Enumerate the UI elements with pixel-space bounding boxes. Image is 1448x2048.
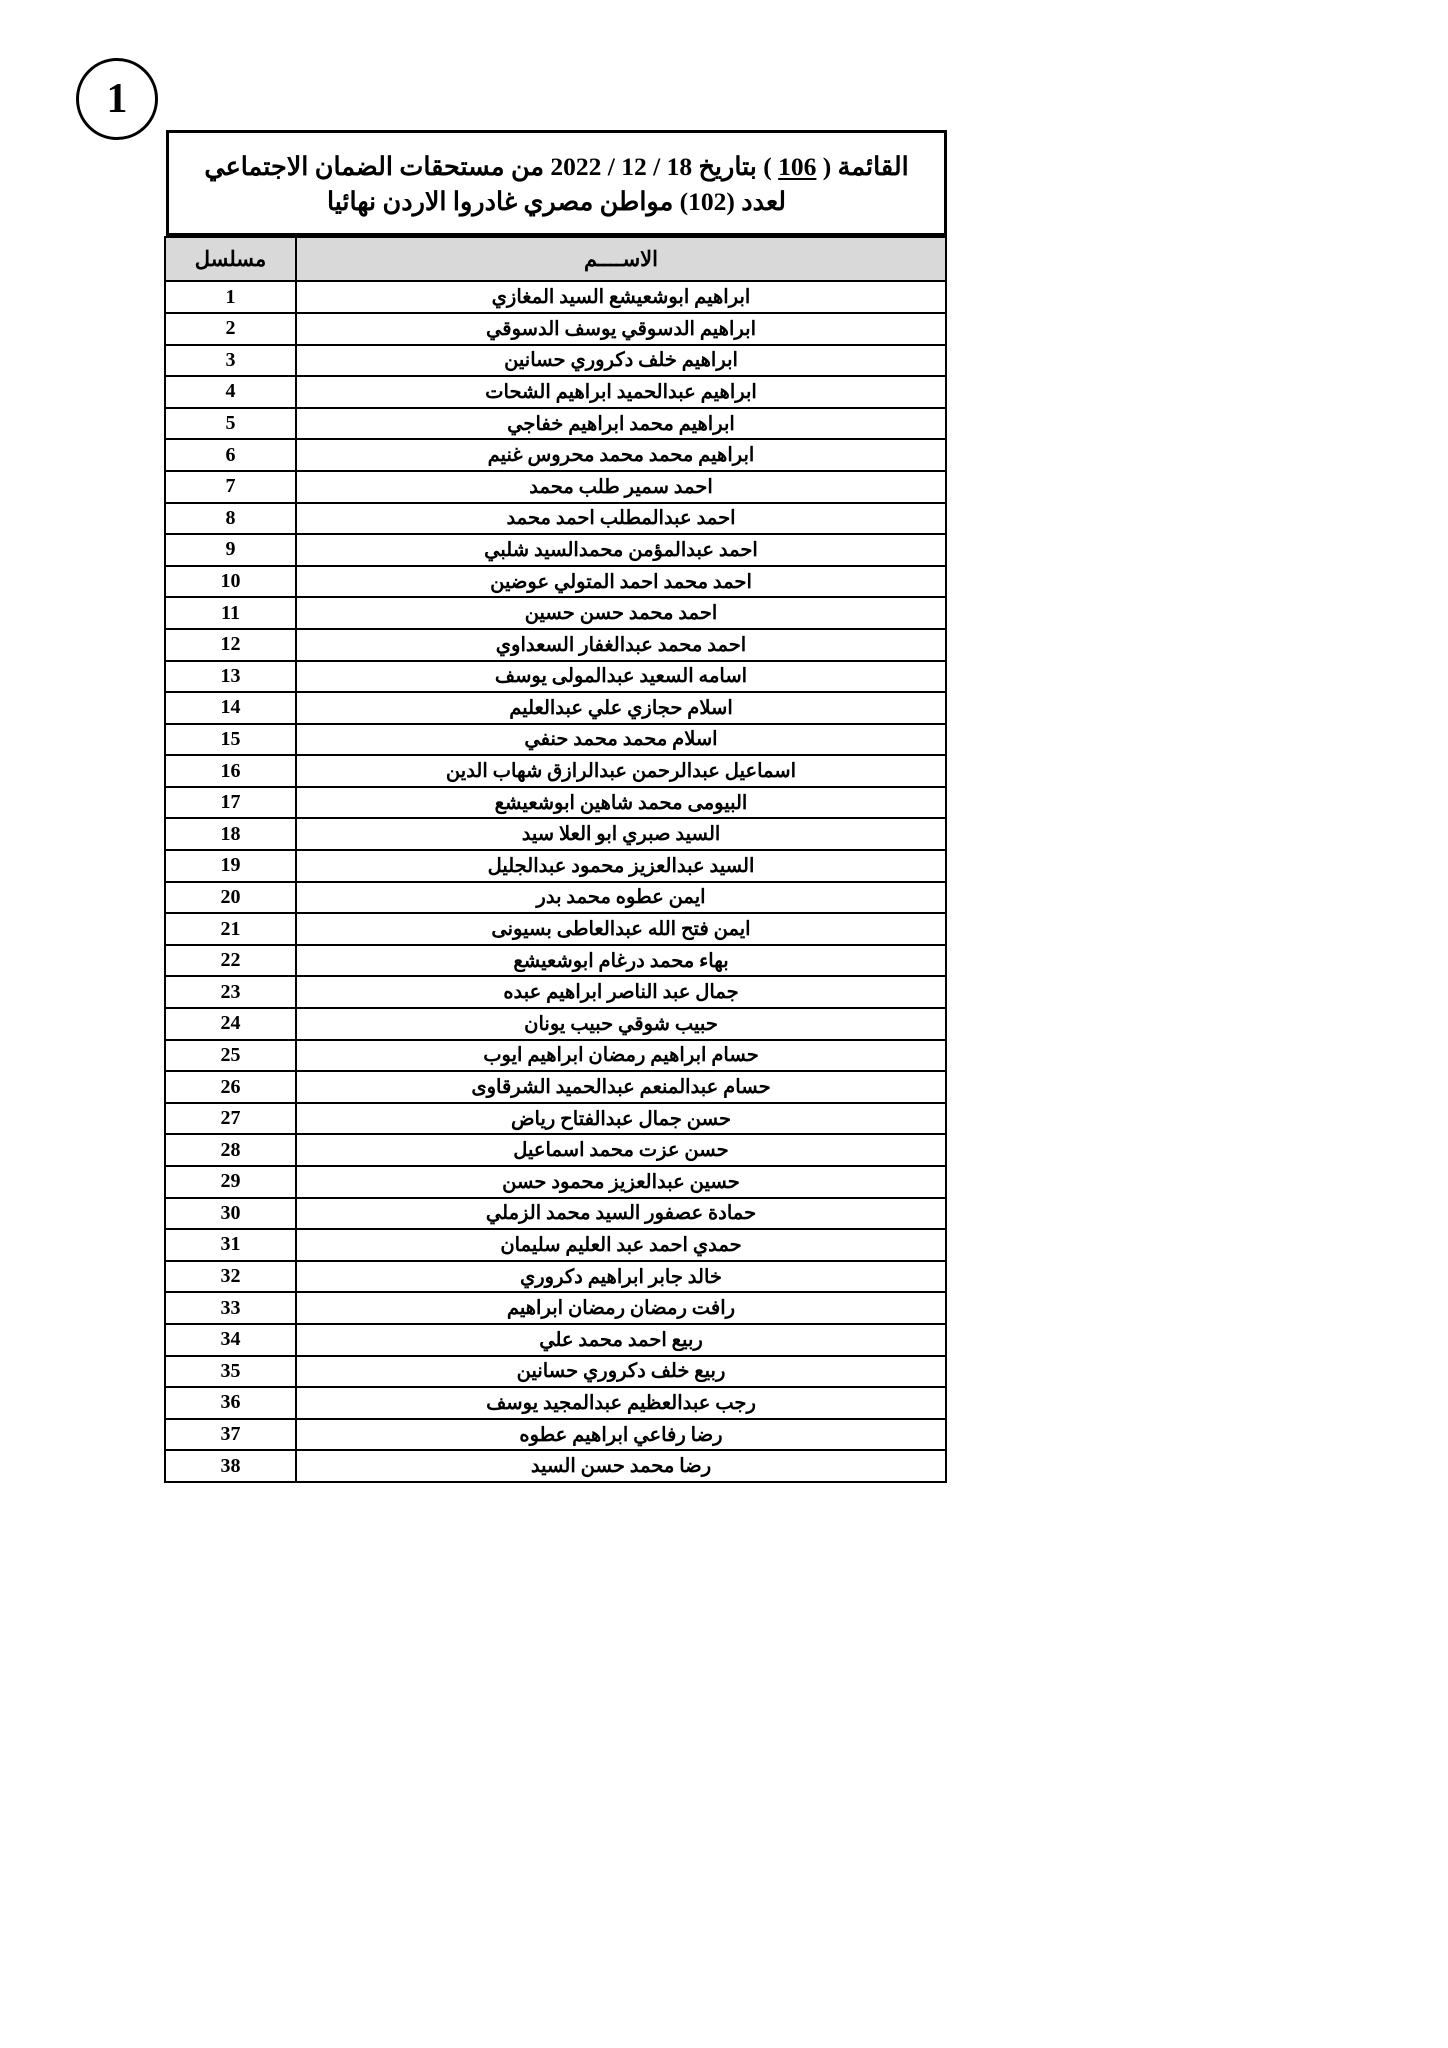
cell-sequence: 24 <box>165 1008 296 1040</box>
list-number: 106 <box>778 152 817 181</box>
cell-name: احمد محمد احمد المتولي عوضين <box>296 566 946 598</box>
table-row <box>165 1419 946 1451</box>
table-row <box>165 439 946 471</box>
cell-sequence: 19 <box>165 850 296 882</box>
table-row <box>165 692 946 724</box>
table-row <box>165 755 946 787</box>
table-row <box>165 566 946 598</box>
cell-sequence: 25 <box>165 1040 296 1072</box>
table-row <box>165 1229 946 1261</box>
table-row <box>165 471 946 503</box>
cell-name: احمد عبدالمطلب احمد محمد <box>296 503 946 535</box>
cell-sequence: 29 <box>165 1166 296 1198</box>
cell-name: حسام عبدالمنعم عبدالحميد الشرقاوى <box>296 1071 946 1103</box>
cell-name: ابراهيم الدسوقي يوسف الدسوقي <box>296 313 946 345</box>
cell-sequence: 33 <box>165 1292 296 1324</box>
title-suffix: ) بتاريخ 18 / 12 / 2022 من مستحقات الضمان الاجتماعي <box>204 152 779 181</box>
cell-sequence: 15 <box>165 724 296 756</box>
table-row <box>165 1450 946 1482</box>
table-row <box>165 534 946 566</box>
cell-sequence: 23 <box>165 976 296 1008</box>
cell-name: رافت رمضان رمضان ابراهيم <box>296 1292 946 1324</box>
cell-name: ابراهيم عبدالحميد ابراهيم الشحات <box>296 376 946 408</box>
cell-name: ابراهيم محمد ابراهيم خفاجي <box>296 408 946 440</box>
table-row <box>165 1356 946 1388</box>
cell-name: حمادة عصفور السيد محمد الزملي <box>296 1198 946 1230</box>
table-row <box>165 408 946 440</box>
cell-name: اسلام حجازي علي عبدالعليم <box>296 692 946 724</box>
table-row <box>165 313 946 345</box>
title-line-1 <box>187 149 926 184</box>
table-row <box>165 1387 946 1419</box>
cell-name: اسلام محمد محمد حنفي <box>296 724 946 756</box>
title-line-2: لعدد (102) مواطن مصري غادروا الاردن نهائيا <box>326 187 787 217</box>
table-row <box>165 1071 946 1103</box>
cell-sequence: 12 <box>165 629 296 661</box>
cell-sequence: 5 <box>165 408 296 440</box>
cell-name: ابراهيم محمد محمد محروس غنيم <box>296 439 946 471</box>
cell-sequence: 11 <box>165 597 296 629</box>
cell-sequence: 2 <box>165 313 296 345</box>
table-header-row <box>165 237 946 281</box>
table-row <box>165 818 946 850</box>
cell-sequence: 32 <box>165 1261 296 1293</box>
cell-name: رضا رفاعي ابراهيم عطوه <box>296 1419 946 1451</box>
cell-name: البيومى محمد شاهين ابوشعيشع <box>296 787 946 819</box>
table-row <box>165 503 946 535</box>
cell-name: حبيب شوقي حبيب يونان <box>296 1008 946 1040</box>
table-row <box>165 1198 946 1230</box>
cell-name: ايمن عطوه محمد بدر <box>296 882 946 914</box>
cell-sequence: 18 <box>165 818 296 850</box>
cell-sequence: 27 <box>165 1103 296 1135</box>
names-table <box>164 236 947 1483</box>
cell-sequence: 4 <box>165 376 296 408</box>
cell-sequence: 9 <box>165 534 296 566</box>
cell-sequence: 7 <box>165 471 296 503</box>
cell-name: جمال عبد الناصر ابراهيم عبده <box>296 976 946 1008</box>
cell-name: حسام ابراهيم رمضان ابراهيم ايوب <box>296 1040 946 1072</box>
table-row <box>165 281 946 313</box>
cell-sequence: 20 <box>165 882 296 914</box>
table-row <box>165 1040 946 1072</box>
table-row <box>165 376 946 408</box>
table-row <box>165 913 946 945</box>
cell-sequence: 38 <box>165 1450 296 1482</box>
page-number-badge <box>76 58 158 140</box>
cell-name: ربيع خلف دكروري حسانين <box>296 1356 946 1388</box>
cell-name: ابراهيم خلف دكروري حسانين <box>296 345 946 377</box>
table-row <box>165 345 946 377</box>
cell-name: حمدي احمد عبد العليم سليمان <box>296 1229 946 1261</box>
cell-name: السيد صبري ابو العلا سيد <box>296 818 946 850</box>
column-header-sequence: مسلسل <box>165 237 296 281</box>
document-title-box <box>166 130 947 236</box>
table-row <box>165 724 946 756</box>
cell-name: رجب عبدالعظيم عبدالمجيد يوسف <box>296 1387 946 1419</box>
cell-sequence: 17 <box>165 787 296 819</box>
cell-sequence: 10 <box>165 566 296 598</box>
cell-name: بهاء محمد درغام ابوشعيشع <box>296 945 946 977</box>
column-header-name: الاســــم <box>296 237 946 281</box>
table-row <box>165 629 946 661</box>
cell-name: حسين عبدالعزيز محمود حسن <box>296 1166 946 1198</box>
table-row <box>165 787 946 819</box>
cell-name: احمد سمير طلب محمد <box>296 471 946 503</box>
cell-name: احمد عبدالمؤمن محمدالسيد شلبي <box>296 534 946 566</box>
cell-sequence: 26 <box>165 1071 296 1103</box>
cell-sequence: 37 <box>165 1419 296 1451</box>
cell-sequence: 28 <box>165 1134 296 1166</box>
cell-name: ربيع احمد محمد علي <box>296 1324 946 1356</box>
table-row <box>165 661 946 693</box>
cell-name: ابراهيم ابوشعيشع السيد المغازي <box>296 281 946 313</box>
cell-sequence: 13 <box>165 661 296 693</box>
cell-sequence: 3 <box>165 345 296 377</box>
title-prefix: القائمة ( <box>816 152 909 181</box>
table-row <box>165 976 946 1008</box>
table-row <box>165 1292 946 1324</box>
cell-sequence: 14 <box>165 692 296 724</box>
cell-sequence: 6 <box>165 439 296 471</box>
table-row <box>165 1134 946 1166</box>
table-row <box>165 1261 946 1293</box>
cell-sequence: 31 <box>165 1229 296 1261</box>
table-body <box>165 281 946 1482</box>
table-head <box>165 237 946 281</box>
table-row <box>165 1008 946 1040</box>
table-row <box>165 850 946 882</box>
cell-name: احمد محمد عبدالغفار السعداوي <box>296 629 946 661</box>
table-row <box>165 597 946 629</box>
cell-sequence: 22 <box>165 945 296 977</box>
cell-name: حسن عزت محمد اسماعيل <box>296 1134 946 1166</box>
cell-name: السيد عبدالعزيز محمود عبدالجليل <box>296 850 946 882</box>
cell-name: حسن جمال عبدالفتاح رياض <box>296 1103 946 1135</box>
table-row <box>165 1103 946 1135</box>
cell-name: رضا محمد حسن السيد <box>296 1450 946 1482</box>
cell-sequence: 36 <box>165 1387 296 1419</box>
table-row <box>165 945 946 977</box>
cell-name: ايمن فتح الله عبدالعاطى بسيونى <box>296 913 946 945</box>
document-sheet <box>166 130 947 1483</box>
cell-sequence: 30 <box>165 1198 296 1230</box>
cell-sequence: 8 <box>165 503 296 535</box>
table-row <box>165 1166 946 1198</box>
cell-sequence: 34 <box>165 1324 296 1356</box>
cell-sequence: 35 <box>165 1356 296 1388</box>
cell-name: احمد محمد حسن حسين <box>296 597 946 629</box>
cell-sequence: 1 <box>165 281 296 313</box>
cell-name: خالد جابر ابراهيم دكروري <box>296 1261 946 1293</box>
cell-name: اسامه السعيد عبدالمولى يوسف <box>296 661 946 693</box>
cell-name: اسماعيل عبدالرحمن عبدالرازق شهاب الدين <box>296 755 946 787</box>
page-number-text: 1 <box>106 76 128 122</box>
cell-sequence: 21 <box>165 913 296 945</box>
cell-sequence: 16 <box>165 755 296 787</box>
table-row <box>165 882 946 914</box>
table-row <box>165 1324 946 1356</box>
